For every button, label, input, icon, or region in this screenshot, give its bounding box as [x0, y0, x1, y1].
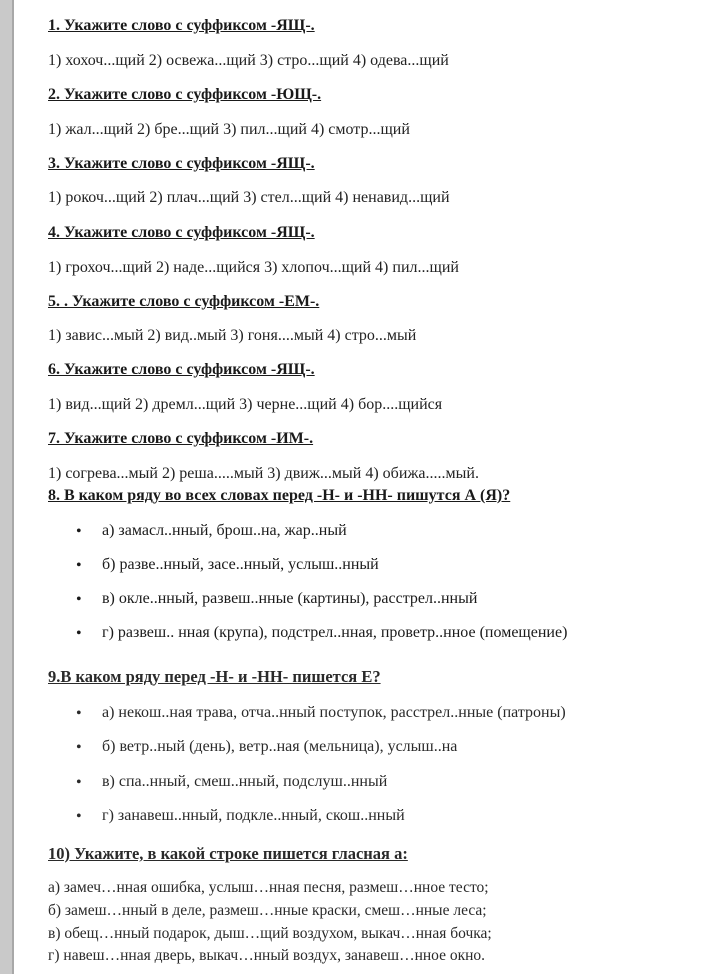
bullet: • — [76, 739, 82, 756]
question-4-title: 4. Укажите слово с суффиксом -ЯЩ-. — [48, 224, 315, 241]
question-3-options: 1) рокоч...щий 2) плач...щий 3) стел...щий 4) ненавид...щий — [48, 189, 450, 206]
question-10-title: 10) Укажите, в какой строке пишется гласная а: — [48, 844, 408, 863]
question-3-title: 3. Укажите слово с суффиксом -ЯЩ-. — [48, 155, 315, 172]
question-10-line-a: а) замеч…нная ошибка, услыш…нная песня, размеш…нное тесто; — [48, 879, 489, 896]
question-7-options: 1) согрева...мый 2) реша.....мый 3) движ...мый 4) обижа.....мый. — [48, 465, 479, 482]
question-2-options: 1) жал...щий 2) бре...щий 3) пил...щий 4) смотр...щий — [48, 121, 410, 138]
bullet: • — [76, 774, 82, 791]
question-10-line-b: б) замеш…нный в деле, размеш…нные краски, смеш…нные леса; — [48, 902, 487, 919]
page-left-edge — [0, 0, 14, 974]
question-4-options: 1) грохоч...щий 2) наде...щийся 3) хлопоч...щий 4) пил...щий — [48, 259, 459, 276]
question-6-title: 6. Укажите слово с суффиксом -ЯЩ-. — [48, 361, 315, 378]
question-7-title: 7. Укажите слово с суффиксом -ИМ-. — [48, 430, 314, 447]
question-9-title: 9.В каком ряду перед -Н- и -НН- пишется Е? — [48, 667, 381, 686]
question-10-line-d: г) навеш…нная дверь, выкач…нный воздух, занавеш…нное окно. — [48, 947, 486, 964]
bullet: • — [76, 625, 82, 642]
bullet: • — [76, 808, 82, 825]
question-9-option-c: в) спа..нный, смеш..нный, подслуш..нный — [102, 773, 388, 790]
question-8-option-c: в) окле..нный, развеш..нные (картины), расстрел..нный — [102, 590, 478, 607]
question-5-title: 5. . Укажите слово с суффиксом -ЕМ-. — [48, 293, 320, 310]
question-8-option-b: б) разве..нный, засе..нный, услыш..нный — [102, 556, 379, 573]
question-9-option-d: г) занавеш..нный, подкле..нный, скош..нный — [102, 807, 405, 824]
question-2-title: 2. Укажите слово с суффиксом -ЮЩ-. — [48, 86, 322, 103]
question-9-option-a: а) некош..ная трава, отча..нный поступок, расстрел..нные (патроны) — [102, 704, 566, 721]
question-6-options: 1) вид...щий 2) дремл...щий 3) черне...щий 4) бор....щийся — [48, 396, 443, 413]
question-1-options: 1) хохоч...щий 2) освежа...щий 3) стро...щий 4) одева...щий — [48, 52, 449, 69]
question-5-options: 1) завис...мый 2) вид..мый 3) гоня....мый 4) стро...мый — [48, 327, 417, 344]
question-8-option-d: г) развеш.. нная (крупа), подстрел..нная, проветр..нное (помещение) — [102, 624, 568, 641]
question-9-option-b: б) ветр..ный (день), ветр..ная (мельница), услыш..на — [102, 738, 458, 755]
question-10-line-c: в) обещ…нный подарок, дыш…щий воздухом, выкач…нная бочка; — [48, 925, 492, 942]
bullet: • — [76, 523, 82, 540]
question-8-option-a: а) замасл..нный, брош..на, жар..ный — [102, 522, 347, 539]
bullet: • — [76, 705, 82, 722]
bullet: • — [76, 591, 82, 608]
question-1-title: 1. Укажите слово с суффиксом -ЯЩ-. — [48, 17, 315, 34]
bullet: • — [76, 557, 82, 574]
question-8-title: 8. В каком ряду во всех словах перед -Н- и -НН- пишутся А (Я)? — [48, 487, 511, 504]
